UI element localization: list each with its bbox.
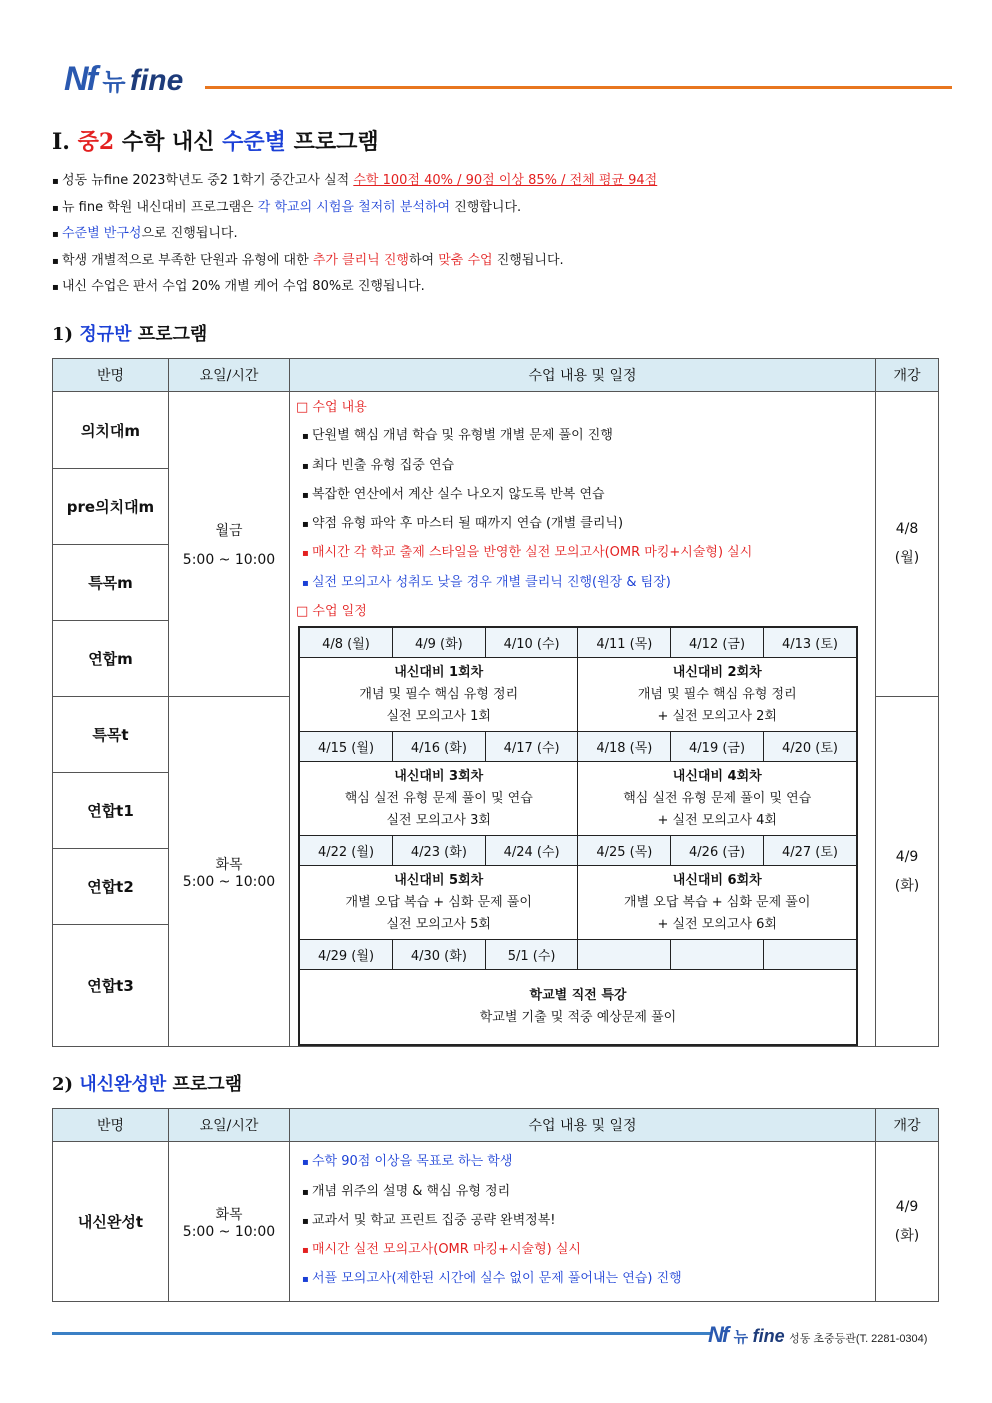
class-name: 내신완성t [53, 1142, 169, 1302]
col-header-content: 수업 내용 및 일정 [290, 1109, 876, 1142]
class-name: 연합t1 [53, 773, 169, 849]
nf-logo-icon: Nf [64, 60, 96, 98]
content-item: ▪ 실전 모의고사 성취도 낮을 경우 개별 클리닉 진행(원장 & 팀장) [296, 569, 875, 598]
schedule-table [298, 626, 858, 1046]
schedule-date: 4/8 (월) [299, 627, 393, 658]
schedule-date: 4/24 (수) [485, 836, 578, 866]
intro-bullet-analysis: ▪ 뉴 fine 학원 내신대비 프로그램은 각 학교의 시험을 철저히 분석하여 진행합니다. [52, 195, 657, 222]
intro-bullets [52, 168, 657, 301]
schedule-date: 4/26 (금) [671, 836, 764, 866]
col-header-time: 요일/시간 [169, 1109, 290, 1142]
final-lecture-block: 학교별 직전 특강 학교별 기출 및 적중 예상문제 풀이 [299, 970, 857, 1046]
class-name: pre의치대m [53, 469, 169, 545]
schedule-date: 4/25 (목) [578, 836, 671, 866]
class-name: 연합t3 [53, 925, 169, 1047]
schedule-date: 4/30 (화) [393, 940, 486, 970]
intro-bullet-clinic: ▪ 학생 개별적으로 부족한 단원과 유형에 대한 추가 클리닉 진행하여 맞춤 수업 진행됩니다. [52, 248, 657, 275]
section2-heading: 2) 내신완성반 프로그램 [52, 1074, 243, 1095]
schedule-date: 4/16 (화) [393, 732, 486, 762]
time-hours: 5:00 ~ 10:00 [182, 552, 276, 568]
schedule-date: 4/22 (월) [299, 836, 393, 866]
intro-bullet-results: ▪ 성동 뉴fine 2023학년도 중2 1학기 중간고사 실적 수학 100점 40% / 90점 이상 85% / 전체 평균 94점 [52, 168, 657, 195]
col-header-class: 반명 [53, 359, 169, 392]
content-item: ▪ 매시간 실전 모의고사(OMR 마킹+시술형) 실시 [296, 1236, 875, 1265]
schedule-date: 4/17 (수) [485, 732, 578, 762]
content-item: ▪ 개념 위주의 설명 & 핵심 유형 정리 [296, 1178, 875, 1207]
schedule-empty [763, 940, 857, 970]
time-cell-mon-fri [169, 392, 290, 697]
start-day: (화) [894, 877, 920, 894]
page-title: I. 중2 수학 내신 수준별 프로그램 [52, 129, 379, 155]
section1-heading: 1) 정규반 프로그램 [52, 324, 208, 345]
time-cell [169, 1142, 290, 1302]
content-cell [290, 392, 876, 1047]
col-header-class: 반명 [53, 1109, 169, 1142]
session-block: 내신대비 5회차 개별 오답 복습 + 심화 문제 풀이 실전 모의고사 5회 [299, 866, 578, 940]
schedule-date: 4/29 (월) [299, 940, 393, 970]
content-item: ▪ 단원별 핵심 개념 학습 및 유형별 개별 문제 풀이 진행 [296, 422, 875, 451]
nf-logo-icon: Nf [708, 1322, 728, 1347]
logo-korean-text: 뉴 [733, 1329, 749, 1346]
start-cell-a [876, 392, 939, 697]
class-name: 특목t [53, 697, 169, 773]
col-header-start: 개강 [876, 359, 939, 392]
time-days: 월금 [215, 523, 243, 539]
content-item: ▪ 매시간 각 학교 출제 스타일을 반영한 실전 모의고사(OMR 마킹+시술형) 실시 [296, 539, 875, 568]
schedule-title: □ 수업 일정 [296, 598, 875, 626]
content-item: ▪ 약점 유형 파악 후 마스터 될 때까지 연습 (개별 클리닉) [296, 510, 875, 539]
class-name: 연합t2 [53, 849, 169, 925]
content-item: ▪ 최다 빈출 유형 집중 연습 [296, 452, 875, 481]
footer-logo [708, 1322, 927, 1348]
logo-english-text: fine [129, 64, 184, 97]
schedule-empty [671, 940, 764, 970]
schedule-date: 4/10 (수) [485, 627, 578, 658]
academy-logo [64, 60, 183, 99]
footer-divider [52, 1332, 712, 1335]
session-block: 내신대비 1회차 개념 및 필수 핵심 유형 정리 실전 모의고사 1회 [299, 658, 578, 732]
session-block: 내신대비 6회차 개별 오답 복습 + 심화 문제 풀이 + 실전 모의고사 6회 [578, 866, 857, 940]
content-item: ▪ 수학 90점 이상을 목표로 하는 학생 [296, 1148, 875, 1177]
schedule-date: 4/18 (목) [578, 732, 671, 762]
session-block: 내신대비 3회차 핵심 실전 유형 문제 풀이 및 연습 실전 모의고사 3회 [299, 762, 578, 836]
class-name: 연합m [53, 621, 169, 697]
header-divider [205, 86, 952, 89]
start-cell-b [876, 697, 939, 1047]
start-date: 4/8 [895, 521, 919, 537]
start-date: 4/9 [895, 848, 919, 865]
time-hours: 5:00 ~ 10:00 [182, 873, 276, 890]
content-cell [290, 1142, 876, 1302]
intro-bullet-ratio: ▪ 내신 수업은 판서 수업 20% 개별 케어 수업 80%로 진행됩니다. [52, 274, 657, 301]
branch-contact: 성동 초중등관(T. 2281-0304) [789, 1333, 928, 1345]
content-item: ▪ 서플 모의고사(제한된 시간에 실수 없이 문제 풀어내는 연습) 진행 [296, 1265, 875, 1294]
start-cell [876, 1142, 939, 1302]
session-block: 내신대비 2회차 개념 및 필수 핵심 유형 정리 + 실전 모의고사 2회 [578, 658, 857, 732]
regular-program-table [52, 358, 939, 1047]
col-header-content: 수업 내용 및 일정 [290, 359, 876, 392]
col-header-time: 요일/시간 [169, 359, 290, 392]
class-name: 특목m [53, 545, 169, 621]
time-days: 화목 [215, 1206, 243, 1223]
schedule-date: 4/27 (토) [763, 836, 857, 866]
time-cell-tue-thu [169, 697, 290, 1047]
content-item: ▪ 교과서 및 학교 프린트 집중 공략 완벽정복! [296, 1207, 875, 1236]
time-hours: 5:00 ~ 10:00 [182, 1223, 276, 1240]
schedule-empty [578, 940, 671, 970]
schedule-date: 4/15 (월) [299, 732, 393, 762]
start-day: (월) [894, 550, 920, 566]
col-header-start: 개강 [876, 1109, 939, 1142]
content-title: □ 수업 내용 [296, 394, 875, 422]
schedule-date: 4/23 (화) [393, 836, 486, 866]
schedule-date: 5/1 (수) [485, 940, 578, 970]
time-days: 화목 [215, 856, 243, 873]
schedule-date: 4/12 (금) [671, 627, 764, 658]
intro-bullet-level: ▪ 수준별 반구성으로 진행됩니다. [52, 221, 657, 248]
completion-program-table [52, 1108, 939, 1302]
schedule-date: 4/20 (토) [763, 732, 857, 762]
schedule-date: 4/11 (목) [578, 627, 671, 658]
content-item: ▪ 복잡한 연산에서 계산 실수 나오지 않도록 반복 연습 [296, 481, 875, 510]
schedule-date: 4/13 (토) [763, 627, 857, 658]
schedule-date: 4/19 (금) [671, 732, 764, 762]
session-block: 내신대비 4회차 핵심 실전 유형 문제 풀이 및 연습 + 실전 모의고사 4회 [578, 762, 857, 836]
schedule-date: 4/9 (화) [393, 627, 486, 658]
start-date: 4/9 [895, 1198, 919, 1215]
logo-korean-text: 뉴 [102, 69, 126, 96]
class-name: 의치대m [53, 392, 169, 469]
start-day: (화) [894, 1227, 920, 1244]
logo-english-text: fine [752, 1326, 785, 1346]
